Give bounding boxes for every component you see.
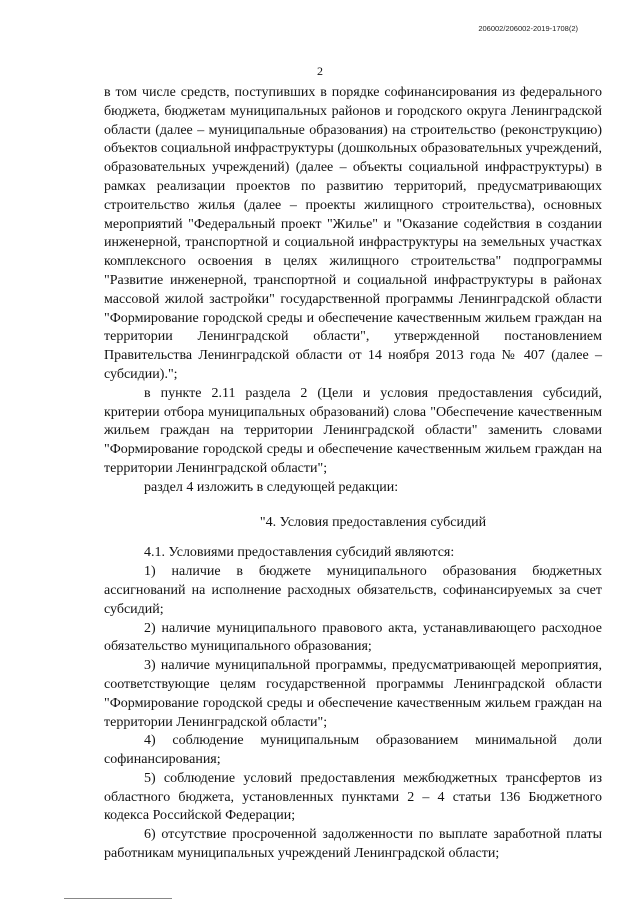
paragraph-amendment-2-11: в пункте 2.11 раздела 2 (Цели и условия предоставления субсидий, критерии отбора муниципальных образований) слова "Обеспечение качественным жильем граждан на территории Ленинградской области" заменить словами "Формирование городской среды и обеспечение качественным жильем граждан на территории Ленинградской области"; [104,385,602,476]
paragraph-section-4-intro: раздел 4 изложить в следующей редакции: [144,479,399,495]
condition-item: 4) соблюдение муниципальным образованием минимальной доли софинансирования; [104,733,602,768]
condition-item: 1) наличие в бюджете муниципального образования бюджетных ассигнований на исполнение расходных обязательств, софинансируемых за счет субсидий; [104,564,602,617]
condition-item: 6) отсутствие просроченной задолженности по выплате заработной платы работникам муниципальных учреждений Ленинградской области; [104,827,602,862]
section-heading: "4. Условия предоставления субсидий [259,514,487,530]
footer-rule [64,898,172,899]
condition-item: 4.1. Условиями предоставления субсидий являются: [144,545,455,561]
condition-item: 3) наличие муниципальной программы, предусматривающей мероприятия, соответствующие целям государственной программы Ленинградской области "Формирование городской среды и обеспечение качественным жильем граждан на территории Ленинградской области"; [104,658,602,730]
document-body [104,84,602,864]
page-number: 2 [317,64,323,78]
condition-item: 5) соблюдение условий предоставления межбюджетных трансфертов из областного бюджета, установленных пунктами 2 – 4 статьи 136 Бюджетного кодекса Российской Федерации; [104,770,602,824]
paragraph-intro: в том числе средств, поступивших в порядке софинансирования из федерального бюджета, бюджетам муниципальных районов и городского округа Ленинградской области (далее – муниципальные образования) на строительство (реконструкцию) объектов социальной инфраструктуры (дошкольных образовательных учреждений, образовательных учреждений) (далее – объекты социальной инфраструктуры) в рамках реализации проектов по развитию территорий, предусматривающих строительство жилья (далее – проекты жилищного строительства), основных мероприятий "Федеральный проект "Жилье" и "Оказание содействия в создании инженерной, транспортной и социальной инфраструктуры на земельных участках комплексного освоения в целях жилищного строительства" подпрограммы "Развитие инженерной, транспортной и социальной инфраструктуры в районах массовой жилой застройки" государственной программы Ленинградской области "Формирование городской среды и обеспечение качественным жильем граждан на территории Ленинградской области", утвержденной постановлением Правительства Ленинградской области от 14 ноября 2013 года № 407 (далее – субсидии)."; [104,85,602,382]
condition-item: 2) наличие муниципального правового акта, устанавливающего расходное обязательство муниципального образования; [104,620,602,655]
document-id: 206002/206002-2019-1708(2) [478,24,578,33]
